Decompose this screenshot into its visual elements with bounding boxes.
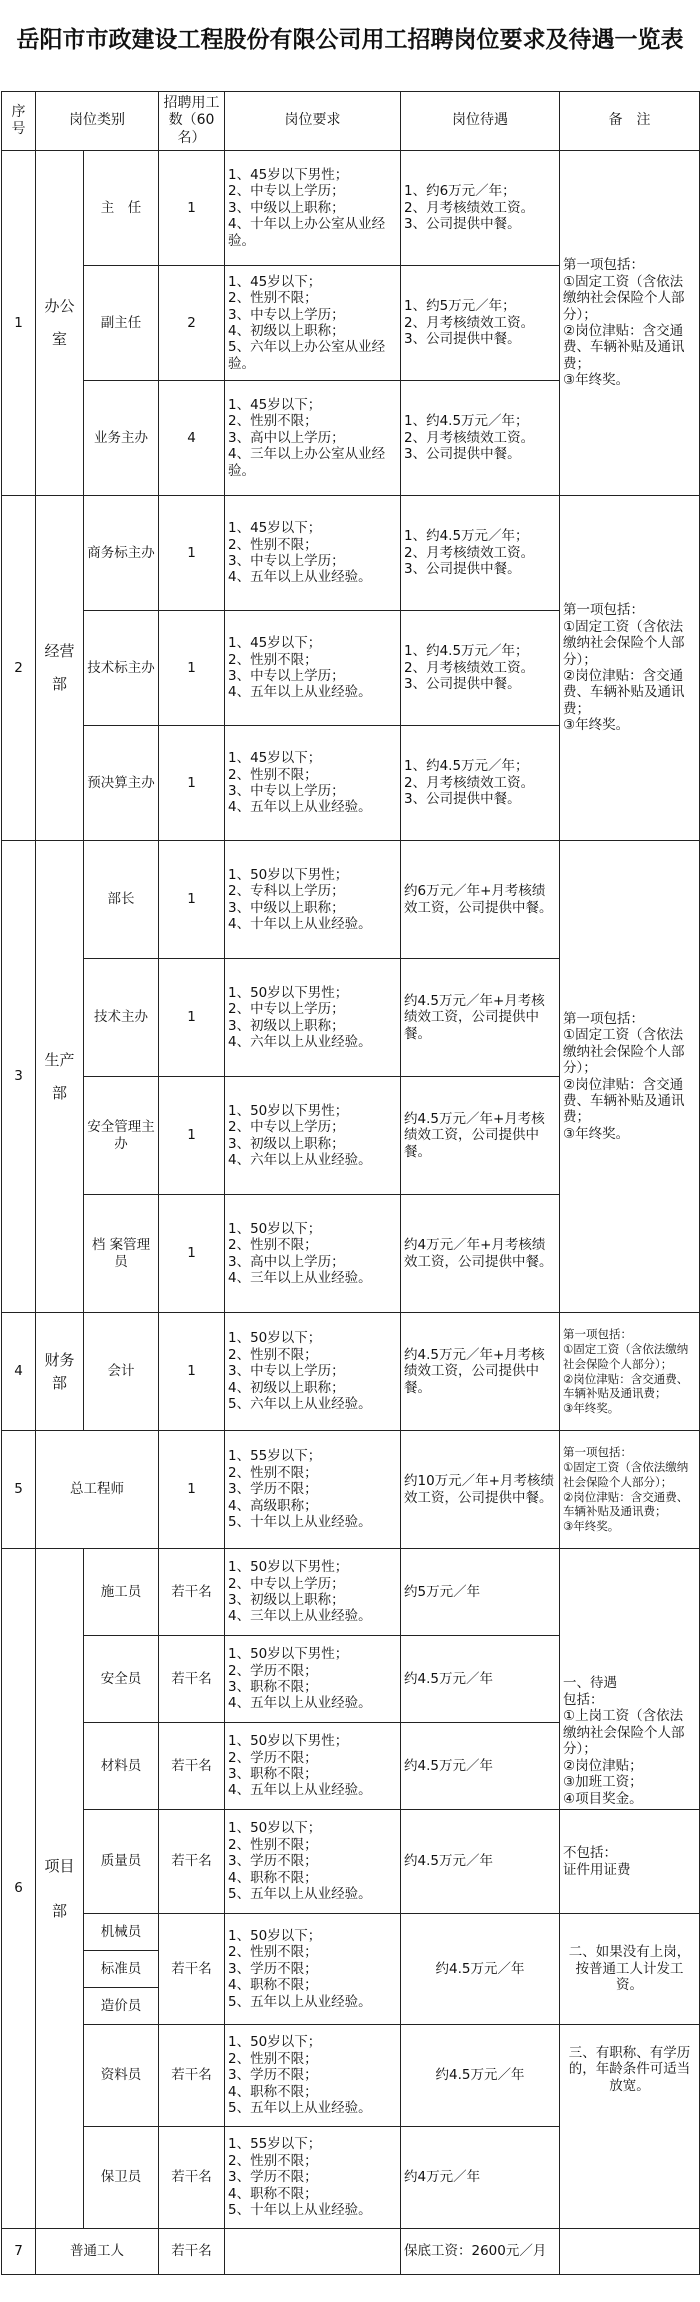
text-line: 5、六年以上从业经验。 <box>228 1396 372 1413</box>
table-row <box>2 1810 700 1914</box>
text-line: 2、性别不限； <box>228 290 318 307</box>
text-line: 3、公司提供中餐。 <box>404 216 521 233</box>
text-line: 包括： <box>563 1691 604 1708</box>
text-line: 3、中级以上职称； <box>228 199 345 216</box>
position-cell: 技术标主办 <box>84 611 159 726</box>
benefits-cell <box>401 381 560 496</box>
text-line: 3、中专以上学历； <box>228 1363 345 1380</box>
benefits-cell <box>401 959 560 1077</box>
text-line: ③年终奖。 <box>563 1125 630 1142</box>
text-line: 3、学历不限； <box>228 2067 318 2084</box>
requirements-cell <box>225 959 401 1077</box>
text-line: 4、十年以上办公室从业经验。 <box>228 216 386 249</box>
text-line: ①固定工资（含依法缴纳社会保险个人部分）； <box>563 1027 685 1077</box>
count-cell: 1 <box>159 959 225 1077</box>
position-cell: 普通工人 <box>36 2229 159 2275</box>
text-line: 3、职称不限； <box>228 1679 318 1695</box>
dept-cell: 办公室 <box>36 151 84 496</box>
text-line: 约10万元／年+月考核绩效工资，公司提供中餐。 <box>404 1473 554 1506</box>
position-cell: 造价员 <box>84 1988 159 2025</box>
text-line: ①固定工资（含依法缴纳社会保险个人部分）； <box>563 273 685 323</box>
text-line: 1、50岁以下； <box>228 1330 322 1347</box>
header-benefits: 岗位待遇 <box>401 92 560 151</box>
text-line: ①固定工资（含依法缴纳社会保险个人部分）； <box>563 1459 689 1489</box>
text-line: 4、初级以上职称； <box>228 1379 345 1396</box>
text-line: 4、三年以上办公室从业经验。 <box>228 446 386 479</box>
text-line: 4、六年以上从业经验。 <box>228 1151 372 1168</box>
remark-cell <box>560 1549 700 1810</box>
text-line: 5、十年以上从业经验。 <box>228 2202 372 2219</box>
text-line: 3、中级以上职称； <box>228 899 345 916</box>
text-line: 3、初级以上职称； <box>228 1017 345 1034</box>
benefits-cell <box>401 151 560 266</box>
text-line: 1、约4.5万元／年； <box>404 528 529 545</box>
seq-cell: 3 <box>2 841 36 1313</box>
benefits-cell: 约4.5万元／年 <box>401 1723 560 1810</box>
text-line: 第一项包括： <box>563 1444 632 1459</box>
header-requirements: 岗位要求 <box>225 92 401 151</box>
position-cell: 安全管理主办 <box>84 1077 159 1195</box>
count-cell: 若干名 <box>159 1723 225 1810</box>
header-count: 招聘用工数（60名） <box>159 92 225 151</box>
requirements-cell <box>225 611 401 726</box>
text-line: 2、中专以上学历； <box>228 1575 345 1592</box>
text-line: ④项目奖金。 <box>563 1790 643 1807</box>
text-line: 3、中专以上学历； <box>228 306 345 323</box>
text-line: 3、公司提供中餐。 <box>404 676 521 693</box>
position-cell: 标准员 <box>84 1951 159 1988</box>
text-line: 1、50岁以下男性； <box>228 984 349 1001</box>
text-line: 4、三年以上从业经验。 <box>228 1608 372 1625</box>
benefits-cell: 约4.5万元／年 <box>401 2025 560 2127</box>
position-cell: 总工程师 <box>36 1431 159 1549</box>
count-cell: 1 <box>159 1431 225 1549</box>
benefits-cell: 约4.5万元／年 <box>401 1636 560 1723</box>
table-row <box>2 1914 700 1951</box>
benefits-cell: 保底工资：2600元／月 <box>401 2229 560 2275</box>
text-line: 2、性别不限； <box>228 1944 318 1961</box>
requirements-cell <box>225 1549 401 1636</box>
text-line: ②岗位津贴； <box>563 1757 643 1774</box>
table-row <box>2 2229 700 2275</box>
count-cell: 1 <box>159 726 225 841</box>
requirements-cell <box>225 151 401 266</box>
benefits-cell <box>401 1195 560 1313</box>
text-line: 1、50岁以下男性； <box>228 866 349 883</box>
text-line: 2、学历不限； <box>228 1749 318 1766</box>
benefits-cell <box>401 1077 560 1195</box>
text-line: 2、性别不限； <box>228 1464 318 1481</box>
remark-cell <box>560 841 700 1313</box>
text-line: 4、三年以上从业经验。 <box>228 1269 372 1286</box>
seq-cell: 5 <box>2 1431 36 1549</box>
table-row <box>2 496 700 611</box>
remark-cell <box>560 2229 700 2275</box>
benefits-cell <box>401 1313 560 1431</box>
count-cell: 1 <box>159 151 225 266</box>
text-line: 2、中专以上学历； <box>228 183 345 200</box>
table-row <box>2 1431 700 1549</box>
text-line: 1、约6万元／年； <box>404 183 516 200</box>
text-line: 2、性别不限； <box>228 766 318 783</box>
text-line: 1、50岁以下； <box>228 1220 322 1237</box>
text-line: ②岗位津贴：含交通费、车辆补贴及通讯费； <box>563 1076 685 1126</box>
text-line: 4、五年以上从业经验。 <box>228 1782 372 1799</box>
text-line: ③加班工资； <box>563 1774 643 1791</box>
count-cell: 1 <box>159 611 225 726</box>
position-cell: 部长 <box>84 841 159 959</box>
position-cell: 安全员 <box>84 1636 159 1723</box>
text-line: 3、职称不限； <box>228 1766 318 1782</box>
text-line: 4、职称不限； <box>228 1977 318 1994</box>
table-row <box>2 1549 700 1636</box>
benefits-cell: 约5万元／年 <box>401 1549 560 1636</box>
text-line: 4、高级职称； <box>228 1497 318 1514</box>
benefits-cell <box>401 726 560 841</box>
count-cell: 1 <box>159 841 225 959</box>
header-remarks: 备 注 <box>560 92 700 151</box>
header-category: 岗位类别 <box>36 92 159 151</box>
position-cell: 材料员 <box>84 1723 159 1810</box>
text-line: 1、50岁以下男性； <box>228 1559 349 1576</box>
table-row <box>2 151 700 266</box>
position-cell: 商务标主办 <box>84 496 159 611</box>
text-line: 5、六年以上办公室从业经验。 <box>228 339 386 372</box>
text-line: 约6万元／年+月考核绩效工资，公司提供中餐。 <box>404 883 553 916</box>
benefits-cell <box>401 266 560 381</box>
requirements-cell <box>225 2127 401 2229</box>
page-title: 岳阳市市政建设工程股份有限公司用工招聘岗位要求及待遇一览表 <box>16 26 684 53</box>
text-line: 2、性别不限； <box>228 1346 318 1363</box>
text-line: 3、公司提供中餐。 <box>404 331 521 348</box>
remark-cell: 三、有职称、有学历的，年龄条件可适当放宽。 <box>560 2025 700 2229</box>
text-line: 不包括： <box>563 1845 617 1862</box>
text-line: 3、公司提供中餐。 <box>404 446 521 463</box>
count-cell: 1 <box>159 496 225 611</box>
seq-cell: 1 <box>2 151 36 496</box>
text-line: 5、五年以上从业经验。 <box>228 2100 372 2117</box>
position-cell: 技术主办 <box>84 959 159 1077</box>
text-line: 1、45岁以下； <box>228 520 322 537</box>
text-line: 1、50岁以下男性； <box>228 1646 349 1663</box>
text-line: ②岗位津贴：含交通费、车辆补贴及通讯费； <box>563 323 685 372</box>
text-line: 约4万元／年+月考核绩效工资，公司提供中餐。 <box>404 1237 553 1270</box>
benefits-cell <box>401 496 560 611</box>
requirements-cell <box>225 496 401 611</box>
text-line: 3、公司提供中餐。 <box>404 791 521 808</box>
text-line: 3、初级以上职称； <box>228 1135 345 1152</box>
text-line: 1、约4.5万元／年； <box>404 643 529 660</box>
requirements-cell <box>225 381 401 496</box>
text-line: 2、学历不限； <box>228 1662 318 1679</box>
text-line: ③年终奖。 <box>563 372 630 389</box>
text-line: 3、学历不限； <box>228 1853 318 1870</box>
text-line: 4、五年以上从业经验。 <box>228 799 372 816</box>
position-cell: 档 案管理员 <box>84 1195 159 1313</box>
count-cell: 若干名 <box>159 2025 225 2127</box>
dept-cell: 项目部 <box>36 1549 84 2229</box>
text-line: 3、高中以上学历； <box>228 429 345 446</box>
text-line: ②岗位津贴：含交通费、车辆补贴及通讯费； <box>563 668 685 717</box>
text-line: 1、45岁以下； <box>228 635 322 652</box>
text-line: 第一项包括： <box>563 602 644 619</box>
text-line: 1、约4.5万元／年； <box>404 758 529 775</box>
text-line: 3、中专以上学历； <box>228 553 345 569</box>
text-line: 4、职称不限； <box>228 1869 318 1886</box>
table-row <box>2 2025 700 2127</box>
position-cell: 保卫员 <box>84 2127 159 2229</box>
position-cell: 主 任 <box>84 151 159 266</box>
text-line: 5、五年以上从业经验。 <box>228 1993 372 2010</box>
text-line: 2、中专以上学历； <box>228 1001 345 1018</box>
text-line: 1、55岁以下； <box>228 2136 322 2153</box>
requirements-cell <box>225 841 401 959</box>
text-line: 1、45岁以下； <box>228 750 322 767</box>
text-line: 2、月考核绩效工资。 <box>404 314 535 331</box>
text-line: 第一项包括： <box>563 257 644 274</box>
benefits-cell <box>401 841 560 959</box>
text-line: 1、约4.5万元／年； <box>404 413 529 430</box>
text-line: 1、55岁以下； <box>228 1448 322 1465</box>
text-line: 3、学历不限； <box>228 1481 318 1498</box>
text-line: 1、45岁以下男性； <box>228 166 349 183</box>
text-line: 2、中专以上学历； <box>228 1119 345 1136</box>
text-line: 1、50岁以下； <box>228 1820 322 1837</box>
text-line: ①固定工资（含依法缴纳社会保险个人部分）； <box>563 618 685 668</box>
table-row <box>2 841 700 959</box>
text-line: 3、中专以上学历； <box>228 668 345 684</box>
text-line: 2、性别不限； <box>228 413 318 430</box>
remark-cell <box>560 1313 700 1431</box>
text-line: 4、初级以上职称； <box>228 323 345 339</box>
text-line: ③年终奖。 <box>563 1519 620 1534</box>
text-line: ①固定工资（含依法缴纳社会保险个人部分）； <box>563 1341 689 1371</box>
text-line: 2、性别不限； <box>228 651 318 668</box>
table-row <box>2 1313 700 1431</box>
text-line: 1、50岁以下男性； <box>228 1102 349 1119</box>
requirements-cell <box>225 1077 401 1195</box>
position-cell: 资料员 <box>84 2025 159 2127</box>
header-row <box>2 92 700 151</box>
dept-cell: 经营部 <box>36 496 84 841</box>
text-line: 3、公司提供中餐。 <box>404 561 521 578</box>
text-line: ③年终奖。 <box>563 1401 620 1416</box>
text-line: 3、学历不限； <box>228 2169 318 2186</box>
text-line: 1、45岁以下； <box>228 396 322 413</box>
position-cell: 机械员 <box>84 1914 159 1951</box>
text-line: 4、十年以上从业经验。 <box>228 915 372 932</box>
requirements-cell <box>225 726 401 841</box>
benefits-cell: 约4.5万元／年 <box>401 1810 560 1914</box>
count-cell: 1 <box>159 1313 225 1431</box>
text-line: 第一项包括： <box>563 1010 644 1027</box>
text-line: 3、学历不限； <box>228 1960 318 1977</box>
text-line: 证件用证费 <box>563 1861 631 1878</box>
seq-cell: 6 <box>2 1549 36 2229</box>
text-line: 2、性别不限； <box>228 2050 318 2067</box>
text-line: 一、待遇 <box>563 1675 617 1692</box>
position-cell: 副主任 <box>84 266 159 381</box>
text-line: 第一项包括： <box>563 1326 632 1341</box>
text-line: 4、职称不限； <box>228 2083 318 2100</box>
text-line: 3、高中以上学历； <box>228 1253 345 1270</box>
benefits-cell <box>401 611 560 726</box>
text-line: 1、约5万元／年； <box>404 298 516 315</box>
recruitment-table <box>1 91 700 2275</box>
seq-cell: 4 <box>2 1313 36 1431</box>
remark-cell <box>560 151 700 496</box>
text-line: ①上岗工资（含依法缴纳社会保险个人部分）； <box>563 1708 685 1758</box>
count-cell: 若干名 <box>159 1636 225 1723</box>
text-line: 2、专科以上学历； <box>228 883 345 900</box>
remark-cell: 二、如果没有上岗，按普通工人计发工资。 <box>560 1914 700 2025</box>
remark-cell <box>560 496 700 841</box>
text-line: 约4.5万元／年+月考核绩效工资，公司提供中餐。 <box>404 1346 545 1396</box>
count-cell: 若干名 <box>159 1549 225 1636</box>
position-cell: 质量员 <box>84 1810 159 1914</box>
position-cell: 业务主办 <box>84 381 159 496</box>
text-line: 4、五年以上从业经验。 <box>228 684 372 701</box>
requirements-cell <box>225 1431 401 1549</box>
text-line: 约4.5万元／年+月考核绩效工资，公司提供中餐。 <box>404 992 545 1042</box>
header-seq: 序号 <box>2 92 36 151</box>
text-line: 约4.5万元／年+月考核绩效工资，公司提供中餐。 <box>404 1110 545 1160</box>
text-line: 2、月考核绩效工资。 <box>404 199 535 216</box>
count-cell: 若干名 <box>159 2229 225 2275</box>
requirements-cell <box>225 1723 401 1810</box>
text-line: 1、50岁以下； <box>228 1927 322 1944</box>
requirements-cell <box>225 1313 401 1431</box>
text-line: 4、五年以上从业经验。 <box>228 1695 372 1712</box>
count-cell: 1 <box>159 1195 225 1313</box>
text-line: 2、性别不限； <box>228 1237 318 1254</box>
text-line: 2、月考核绩效工资。 <box>404 544 535 561</box>
text-line: 5、十年以上从业经验。 <box>228 1514 372 1531</box>
count-cell: 1 <box>159 1077 225 1195</box>
position-cell: 会计 <box>84 1313 159 1431</box>
text-line: 3、中专以上学历； <box>228 783 345 799</box>
text-line: 2、性别不限； <box>228 536 318 553</box>
text-line: 2、月考核绩效工资。 <box>404 429 535 446</box>
text-line: 1、45岁以下； <box>228 273 322 290</box>
text-line: 1、50岁以下； <box>228 2034 322 2051</box>
text-line: ②岗位津贴：含交通费、车辆补贴及通讯费； <box>563 1489 689 1519</box>
requirements-cell <box>225 1810 401 1914</box>
text-line: 4、六年以上从业经验。 <box>228 1033 372 1050</box>
text-line: 3、初级以上职称； <box>228 1592 345 1608</box>
requirements-cell <box>225 266 401 381</box>
text-line: ③年终奖。 <box>563 717 630 734</box>
text-line: 1、50岁以下男性； <box>228 1733 349 1750</box>
text-line: 2、性别不限； <box>228 2152 318 2169</box>
position-cell: 预决算主办 <box>84 726 159 841</box>
benefits-cell: 约4.5万元／年 <box>401 1914 560 2025</box>
text-line: 4、职称不限； <box>228 2185 318 2202</box>
dept-cell: 生产部 <box>36 841 84 1313</box>
text-line: 2、月考核绩效工资。 <box>404 659 535 676</box>
remark-cell <box>560 1431 700 1549</box>
text-line: ②岗位津贴：含交通费、车辆补贴及通讯费； <box>563 1371 689 1401</box>
remark-cell <box>560 1810 700 1914</box>
text-line: 5、五年以上从业经验。 <box>228 1886 372 1903</box>
requirements-cell <box>225 1636 401 1723</box>
requirements-cell <box>225 2229 401 2275</box>
seq-cell: 7 <box>2 2229 36 2275</box>
count-cell: 4 <box>159 381 225 496</box>
benefits-cell: 约4万元／年 <box>401 2127 560 2229</box>
count-cell: 2 <box>159 266 225 381</box>
position-cell: 施工员 <box>84 1549 159 1636</box>
text-line: 2、性别不限； <box>228 1836 318 1853</box>
requirements-cell <box>225 2025 401 2127</box>
text-line: 2、月考核绩效工资。 <box>404 774 535 791</box>
count-cell: 若干名 <box>159 1914 225 2025</box>
text-line: 4、五年以上从业经验。 <box>228 569 372 586</box>
benefits-cell <box>401 1431 560 1549</box>
requirements-cell <box>225 1914 401 2025</box>
count-cell: 若干名 <box>159 2127 225 2229</box>
count-cell: 若干名 <box>159 1810 225 1914</box>
dept-cell: 财务部 <box>36 1313 84 1431</box>
requirements-cell <box>225 1195 401 1313</box>
seq-cell: 2 <box>2 496 36 841</box>
